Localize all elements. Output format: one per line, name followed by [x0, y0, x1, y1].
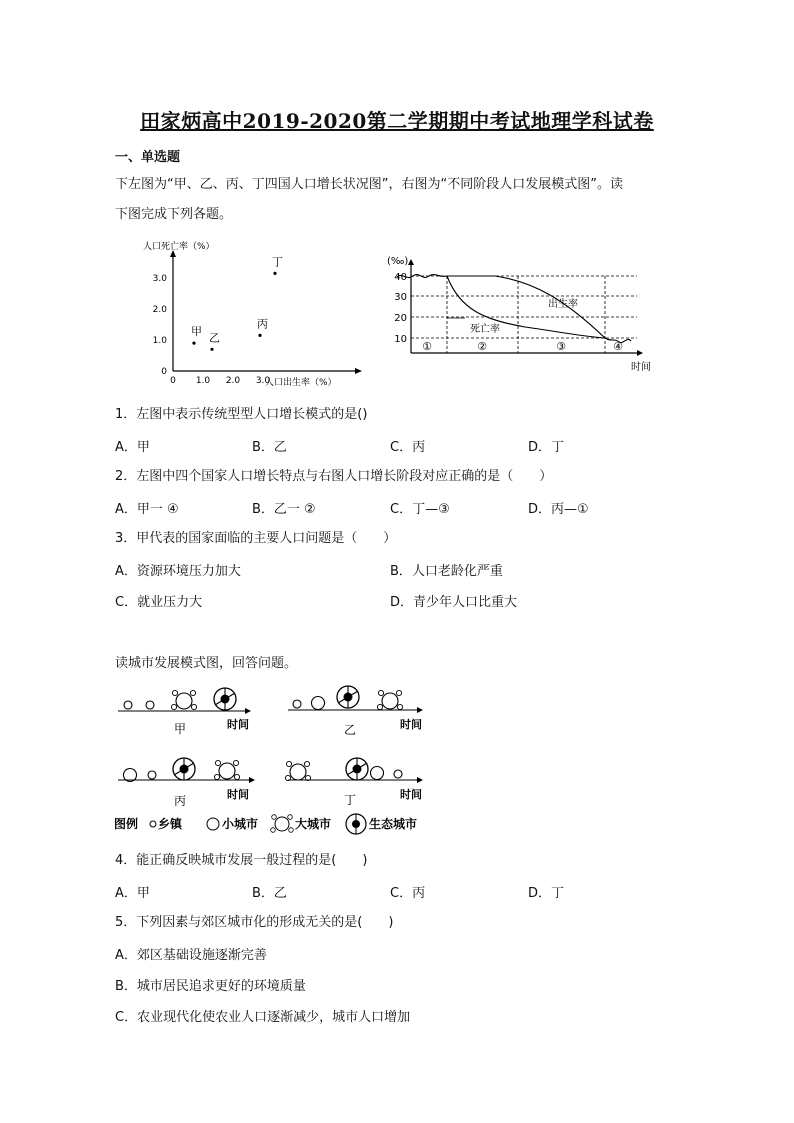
question-stem: [115, 913, 393, 933]
question-text: 左图中四个国家人口增长特点与右图人口增长阶段对应正确的是（ ）: [136, 469, 553, 484]
country-point-label: 丙: [257, 317, 268, 331]
city-intro: 读城市发展模式图，回答问题。: [115, 656, 298, 671]
question-stem: [115, 529, 396, 549]
question-text: 下列因素与郊区城市化的形成无关的是( ): [136, 915, 394, 930]
legend-large-city-icon: [275, 817, 289, 831]
question-number: 5．: [115, 915, 137, 930]
y-axis-arrow: [408, 259, 414, 265]
x-tick-label: 1.0: [195, 376, 211, 386]
y-tick-label: 10: [394, 334, 407, 345]
answer-option[interactable]: B．乙: [252, 886, 287, 901]
small-city-icon: [312, 697, 325, 710]
x-axis-arrow: [355, 368, 362, 374]
intro-line-2: 下图完成下列各题。: [115, 207, 233, 222]
stage-label: ④: [613, 340, 623, 353]
panel-label: 丙: [173, 794, 187, 808]
satellite-town-icon: [377, 704, 382, 709]
satellite-town-icon: [191, 704, 196, 709]
answer-option[interactable]: B．乙一 ②: [252, 502, 316, 517]
small-city-icon: [371, 767, 384, 780]
question-number: 4．: [115, 853, 137, 868]
question-text: 甲代表的国家面临的主要人口问题是（ ）: [136, 531, 397, 546]
answer-option[interactable]: D．丁: [528, 440, 565, 455]
panel-label: 甲: [173, 722, 187, 736]
town-icon: [394, 770, 402, 778]
legend-satellite-icon: [288, 815, 293, 820]
legend-town-label: 乡镇: [158, 817, 183, 831]
panel-label: 丁: [343, 793, 357, 807]
answer-option[interactable]: C．农业现代化使农业人口逐渐减少，城市人口增加: [115, 1010, 411, 1025]
city-development-diagram: [112, 680, 442, 840]
country-point-label: 丁: [272, 255, 283, 269]
satellite-town-icon: [304, 761, 309, 766]
x-axis-label: 时间: [631, 362, 651, 373]
time-axis-arrow: [245, 708, 251, 714]
answer-option[interactable]: A．甲: [115, 886, 150, 901]
answer-option[interactable]: C．就业压力大: [115, 595, 203, 610]
y-axis-label: (‰): [387, 256, 409, 267]
y-tick-label: 40: [394, 272, 407, 283]
satellite-town-icon: [286, 761, 291, 766]
country-point: [210, 348, 213, 351]
town-icon: [148, 771, 156, 779]
legend-satellite-icon: [289, 828, 294, 833]
satellite-town-icon: [190, 690, 195, 695]
question-number: 2．: [115, 469, 137, 484]
large-city-icon: [176, 693, 192, 709]
x-tick-label: 2.0: [225, 376, 241, 386]
x-axis-arrow: [637, 350, 643, 356]
population-stage-model-chart: [375, 250, 655, 375]
legend-town-icon: [150, 821, 156, 827]
answer-option[interactable]: B．城市居民追求更好的环境质量: [115, 979, 306, 994]
large-city-icon: [382, 693, 398, 709]
satellite-town-icon: [234, 774, 239, 779]
satellite-town-icon: [233, 760, 238, 765]
answer-option[interactable]: C．丁—③: [390, 502, 450, 517]
country-point-label: 乙: [209, 331, 220, 345]
intro-line-1: 下左图为“甲、乙、丙、丁四国人口增长状况图”，右图为“不同阶段人口发展模式图”。读: [115, 177, 623, 192]
answer-option[interactable]: A．甲一 ④: [115, 502, 179, 517]
legend-small-city-icon: [207, 818, 219, 830]
time-label: 时间: [227, 718, 249, 731]
question-text: 能正确反映城市发展一般过程的是( ): [136, 853, 368, 868]
time-label: 时间: [227, 788, 249, 801]
country-point-label: 甲: [191, 325, 202, 339]
y-tick-label: 3.0: [152, 274, 167, 284]
question-number: 1．: [115, 407, 137, 422]
answer-option[interactable]: B．人口老龄化严重: [390, 564, 503, 579]
time-axis-arrow: [417, 707, 423, 713]
legend-title: 图例: [114, 817, 139, 831]
town-icon: [124, 701, 132, 709]
satellite-town-icon: [396, 690, 401, 695]
answer-option[interactable]: A．郊区基础设施逐渐完善: [115, 948, 267, 963]
stage-label: ①: [422, 340, 432, 353]
country-point: [258, 334, 261, 337]
birth-rate-curve: [397, 275, 631, 343]
y-tick-label: 20: [394, 313, 407, 324]
answer-option[interactable]: C．丙: [390, 440, 426, 455]
answer-option[interactable]: C．丙: [390, 886, 426, 901]
satellite-town-icon: [378, 690, 383, 695]
satellite-town-icon: [214, 774, 219, 779]
x-tick-label: 0: [170, 376, 176, 386]
country-point: [273, 272, 276, 275]
y-axis-label: 人口死亡率（%）: [143, 242, 215, 252]
page-title: 田家炳高中2019-2020第二学期期中考试地理学科试卷: [140, 109, 654, 133]
time-axis-arrow: [417, 777, 423, 783]
answer-option[interactable]: D．青少年人口比重大: [390, 595, 518, 610]
large-city-icon: [219, 763, 235, 779]
y-tick-label: 1.0: [152, 336, 167, 346]
answer-option[interactable]: D．丁: [528, 886, 565, 901]
panel-label: 乙: [343, 723, 357, 737]
birth-rate-label: 出生率: [548, 299, 578, 310]
time-axis-arrow: [249, 777, 255, 783]
answer-option[interactable]: D．丙—①: [528, 502, 589, 517]
country-point: [192, 342, 195, 345]
legend-satellite-icon: [271, 828, 276, 833]
satellite-town-icon: [172, 690, 177, 695]
question-stem: [115, 851, 367, 871]
town-icon: [293, 700, 301, 708]
y-tick-label: 2.0: [152, 305, 167, 315]
legend-satellite-icon: [272, 815, 277, 820]
death-rate-label: 死亡率: [470, 324, 500, 335]
stage-label: ②: [477, 340, 487, 353]
population-growth-scatter-chart: [135, 235, 365, 395]
satellite-town-icon: [215, 760, 220, 765]
question-number: 3．: [115, 531, 137, 546]
satellite-town-icon: [397, 704, 402, 709]
legend-eco-city-label: 生态城市: [369, 817, 418, 831]
section-heading: 一、单选题: [115, 150, 181, 165]
time-label: 时间: [400, 788, 422, 801]
time-label: 时间: [400, 718, 422, 731]
answer-option[interactable]: A．资源环境压力加大: [115, 564, 241, 579]
x-tick-label: 3.0: [255, 376, 271, 386]
satellite-town-icon: [171, 704, 176, 709]
question-stem: [115, 467, 552, 487]
y-tick-label: 0: [161, 367, 167, 377]
x-axis-label: 人口出生率（%）: [265, 378, 337, 388]
answer-option[interactable]: B．乙: [252, 440, 287, 455]
stage-label: ③: [556, 340, 566, 353]
legend-large-city-label: 大城市: [295, 817, 332, 831]
question-stem: [115, 405, 367, 425]
large-city-icon: [290, 764, 306, 780]
answer-option[interactable]: A．甲: [115, 440, 150, 455]
town-icon: [146, 701, 154, 709]
question-text: 左图中表示传统型型人口增长模式的是(): [136, 407, 368, 422]
legend-small-city-label: 小城市: [222, 817, 259, 831]
y-tick-label: 30: [394, 292, 407, 303]
